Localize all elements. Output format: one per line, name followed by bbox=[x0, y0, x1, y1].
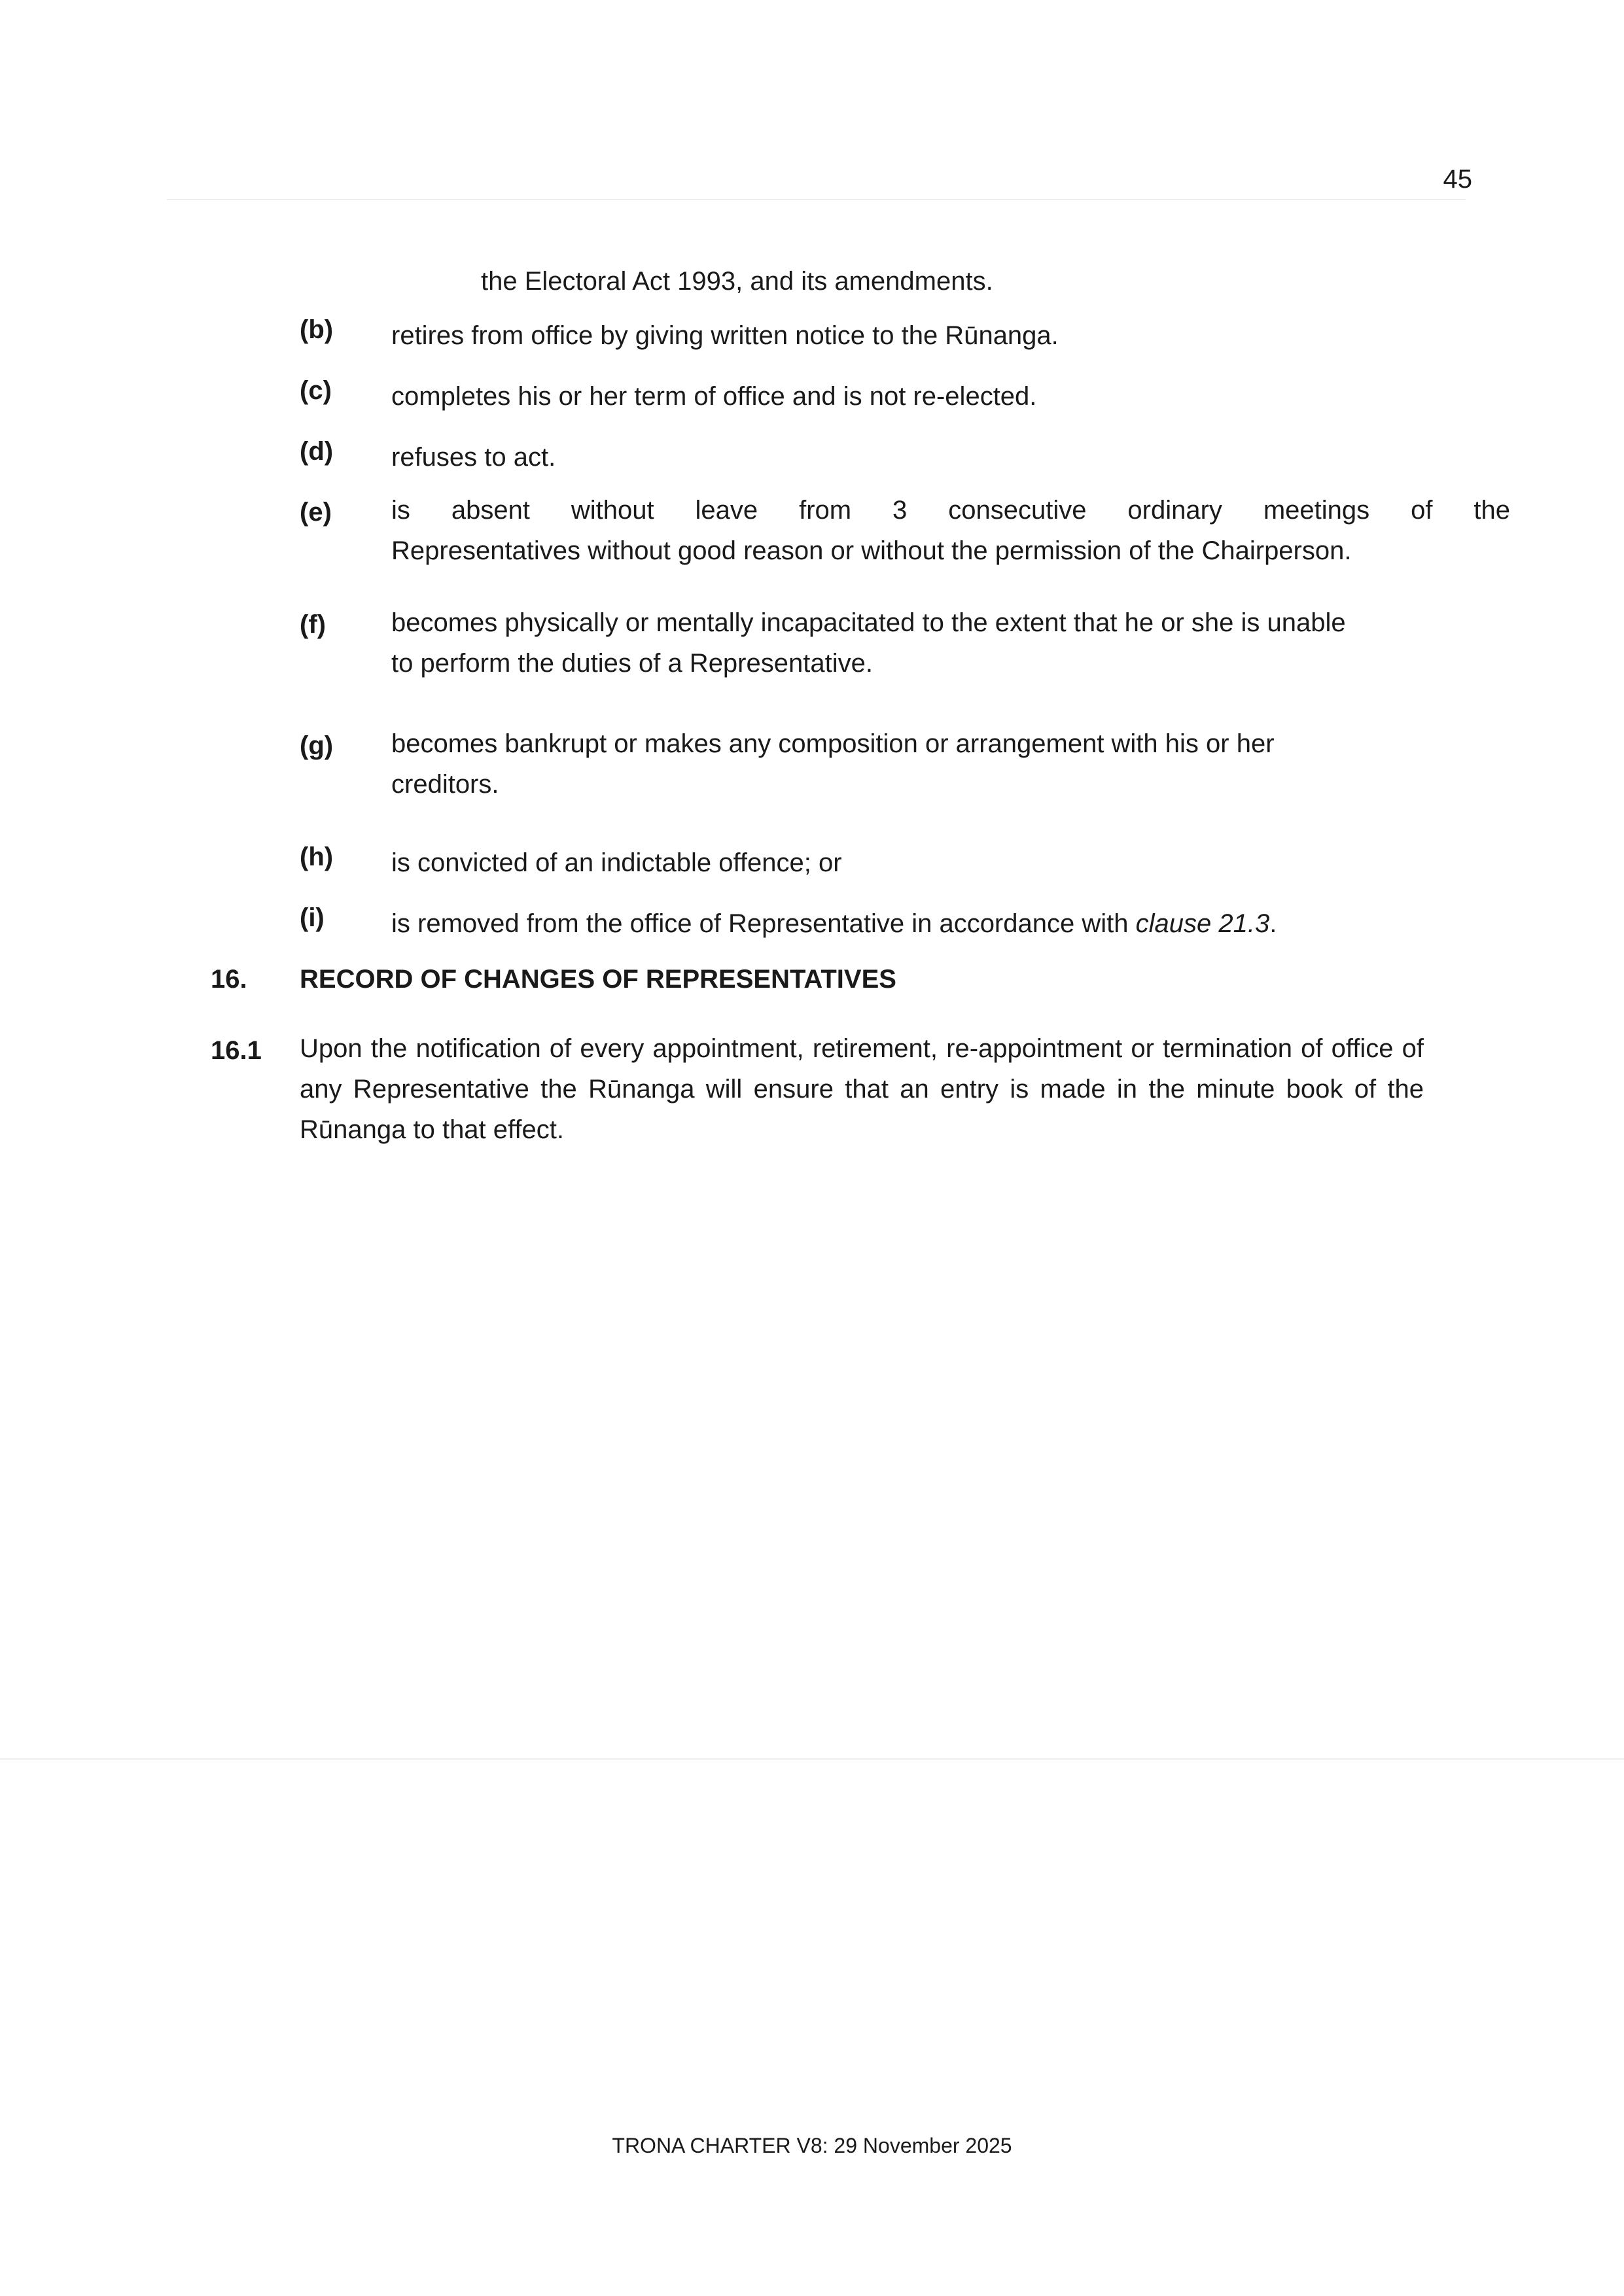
body-rule bbox=[0, 1758, 1624, 1760]
item-text-line-1: is absent without leave from 3 consecutive ordinary meetings of the bbox=[391, 496, 1510, 525]
section-title: RECORD OF CHANGES OF REPRESENTATIVES bbox=[300, 965, 896, 994]
item-label: (d) bbox=[300, 437, 334, 466]
item-text: refuses to act. bbox=[391, 443, 556, 472]
header-rule bbox=[167, 199, 1466, 200]
item-label: (e) bbox=[300, 498, 332, 527]
item-text-line-2: to perform the duties of a Representative. bbox=[391, 649, 873, 678]
item-text-main: is removed from the office of Representative in accordance with bbox=[391, 909, 1136, 938]
item-text-end: . bbox=[1269, 909, 1277, 938]
item-text: completes his or her term of office and is not re-elected. bbox=[391, 382, 1037, 411]
item-text-line-2: Representatives without good reason or without the permission of the Chairperson. bbox=[391, 536, 1352, 565]
item-label: (i) bbox=[300, 903, 325, 932]
item-text-line-1: becomes physically or mentally incapacitated to the extent that he or she is unable bbox=[391, 608, 1346, 637]
item-text bbox=[391, 903, 1510, 944]
page-footer: TRONA CHARTER V8: 29 November 2025 bbox=[612, 2134, 1012, 2157]
item-text-line-2: creditors. bbox=[391, 770, 499, 799]
item-label: (h) bbox=[300, 843, 334, 871]
item-text: is convicted of an indictable offence; or bbox=[391, 848, 842, 877]
item-text bbox=[391, 602, 1510, 684]
continuation-text: the Electoral Act 1993, and its amendments. bbox=[481, 267, 993, 296]
item-label: (g) bbox=[300, 731, 334, 760]
item-text: retires from office by giving written notice to the Rūnanga. bbox=[391, 321, 1059, 350]
clause-reference: clause 21.3 bbox=[1135, 909, 1270, 938]
item-text-line-1: becomes bankrupt or makes any composition or arrangement with his or her bbox=[391, 729, 1275, 758]
item-text bbox=[391, 490, 1510, 571]
item-text bbox=[391, 723, 1510, 805]
section-number: 16. bbox=[211, 965, 247, 994]
clause-number: 16.1 bbox=[211, 1036, 262, 1065]
page-number: 45 bbox=[1443, 165, 1472, 194]
clause-text: Upon the notification of every appointment, retirement, re-appointment or termination of office of any Representative the Rūnanga will ensure that an entry is made in the minute book of the Rūnanga to that effect. bbox=[300, 1034, 1424, 1144]
item-label: (b) bbox=[300, 315, 334, 344]
item-label: (f) bbox=[300, 610, 326, 639]
item-label: (c) bbox=[300, 376, 332, 405]
